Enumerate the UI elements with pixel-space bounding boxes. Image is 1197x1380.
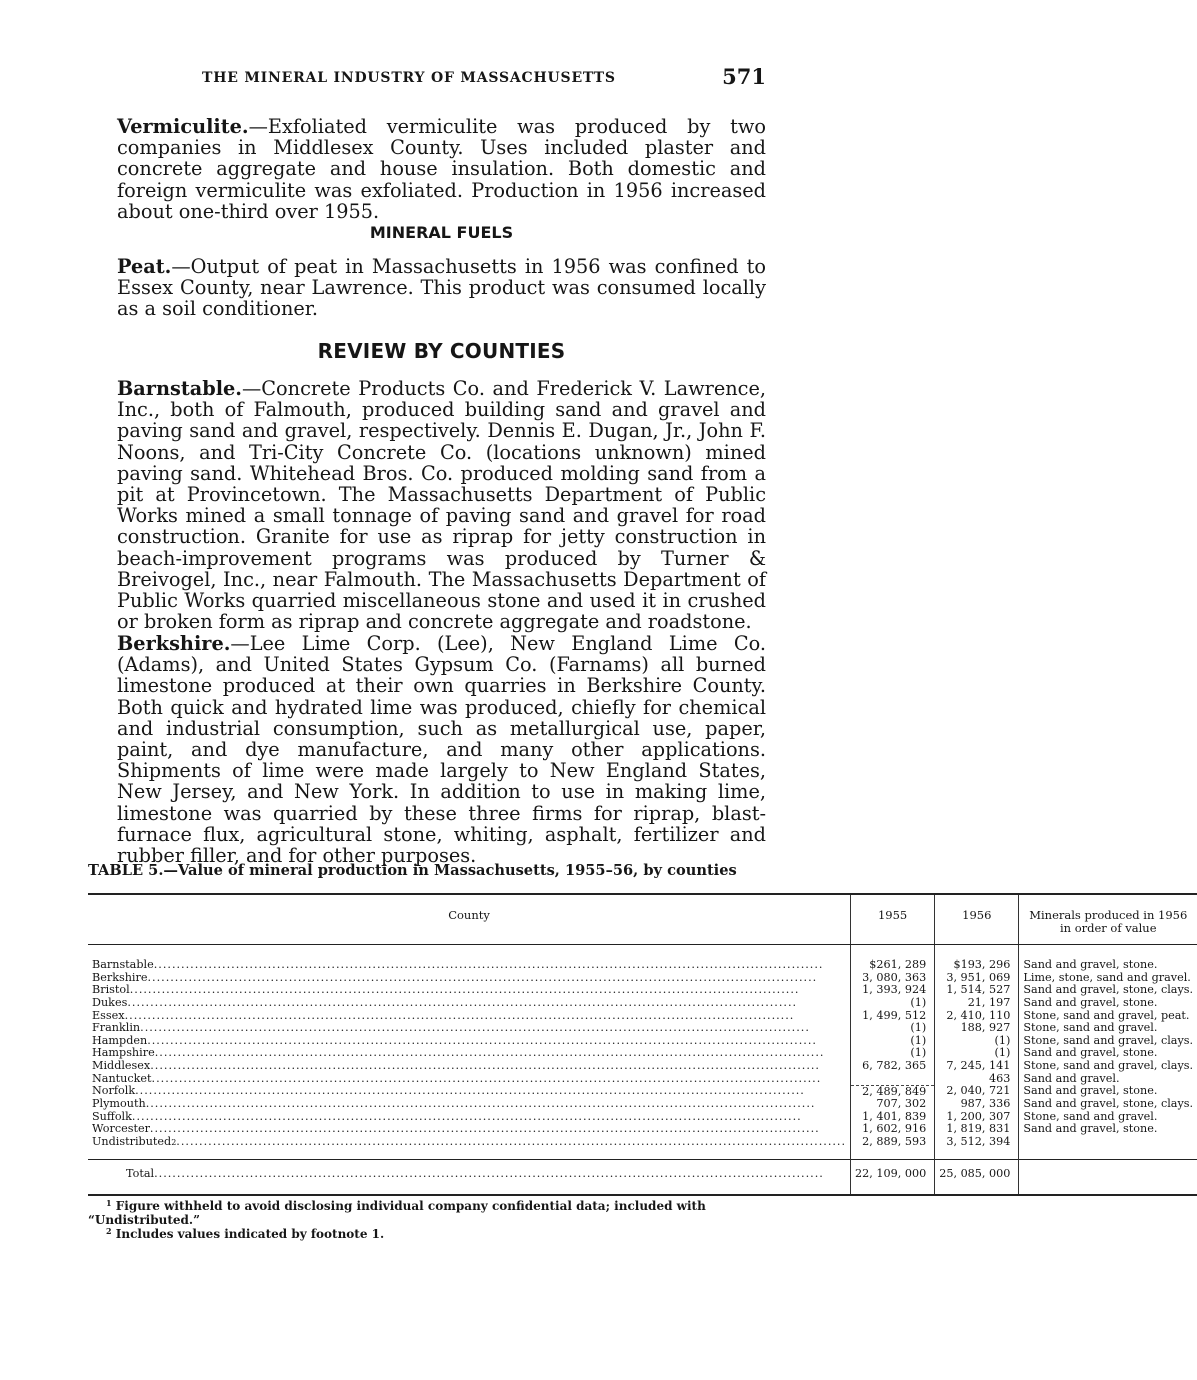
value-1956-cell: 1, 514, 527 [935, 984, 1019, 997]
value-1955-cell: 3, 080, 363 [851, 972, 935, 985]
county-cell [88, 997, 851, 1010]
minerals-cell: Stone, sand and gravel, clays. [1019, 1060, 1197, 1073]
column-header-1955: 1955 [851, 894, 935, 945]
value-1955-cell: 1, 393, 924 [851, 984, 935, 997]
dot-leader [176, 1136, 846, 1149]
minerals-cell: Stone, sand and gravel, peat. [1019, 1010, 1197, 1023]
table-caption: TABLE 5.—Value of mineral production in Massachusetts, 1955–56, by counties [88, 862, 737, 879]
paragraph-text: —Concrete Products Co. and Frederick V. Lawrence, Inc., both of Falmouth, produced building sand and gravel and paving sand and gravel, respectively. Dennis E. Dugan, Jr., John F. Noons, and Tri-City Concrete Co. (locations unknown) mined paving sand. Whitehead Bros. Co. produced molding sand from a pit at Provincetown. The Massachusetts Department of Public Works mined a small tonnage of paving sand and gravel for road construction. Granite for use as riprap for jetty construction in beach-improvement programs was produced by Turner & Breivogel, Inc., near Falmouth. The Massachusetts Department of Public Works quarried miscellaneous stone and used it in crushed or broken form as riprap and concrete aggregate and roadstone. [117, 377, 766, 634]
value-1955-cell: 2, 489, 849 [851, 1085, 935, 1098]
minerals-cell: Lime, stone, sand and gravel. [1019, 972, 1197, 985]
value-1955-cell: 1, 602, 916 [851, 1123, 935, 1136]
footnote-2 [88, 1227, 766, 1241]
county-name: Nantucket [92, 1071, 152, 1085]
table-row [88, 1098, 1197, 1111]
footnote-mark: 2 [106, 1226, 112, 1236]
county-name: Norfolk [92, 1084, 136, 1098]
value-1955-cell: 6, 782, 365 [851, 1060, 935, 1073]
paragraph-text: —Output of peat in Massachusetts in 1956 was confined to Essex County, near Lawrence. This product was consumed locally as a soil conditioner. [117, 255, 766, 321]
footnote-text: Includes values indicated by footnote 1. [115, 1227, 385, 1241]
total-label: Total [126, 1166, 155, 1180]
page-number: 571 [722, 64, 766, 89]
heading-mineral-fuels: MINERAL FUELS [369, 223, 514, 242]
county-name: Hampden [92, 1033, 148, 1047]
paragraph-lead: Vermiculite. [117, 115, 249, 138]
value-1956-cell: 1, 819, 831 [935, 1123, 1019, 1136]
paragraph-lead: Peat. [117, 255, 172, 278]
value-1956-cell: 1, 200, 307 [935, 1111, 1019, 1124]
dot-leader [146, 1098, 846, 1111]
value-1956-cell: 3, 512, 394 [935, 1136, 1019, 1159]
value-1956-cell: 7, 245, 141 [935, 1060, 1019, 1073]
value-1955-cell: (1) [851, 1035, 935, 1048]
minerals-cell: Stone, sand and gravel. [1019, 1111, 1197, 1124]
paragraph-lead: Berkshire. [117, 632, 231, 655]
table-row [88, 997, 1197, 1010]
dot-leader [154, 959, 846, 972]
dot-leader [150, 1060, 846, 1073]
column-header-1956: 1956 [935, 894, 1019, 945]
table-row [88, 945, 1197, 972]
column-header-minerals: Minerals produced in 1956 in order of value [1019, 894, 1197, 945]
minerals-cell [1019, 1159, 1197, 1195]
table-row [88, 1073, 1197, 1086]
value-1956-cell: (1) [935, 1035, 1019, 1048]
value-1956-cell: 2, 410, 110 [935, 1010, 1019, 1023]
running-header [118, 64, 766, 94]
minerals-cell: Stone, sand and gravel. [1019, 1022, 1197, 1035]
minerals-cell [1019, 1136, 1197, 1159]
minerals-cell: Sand and gravel, stone. [1019, 945, 1197, 972]
paragraph-text: —Lee Lime Corp. (Lee), New England Lime Co. (Adams), and United States Gypsum Co. (Farnams) all burned limestone produced at their own quarries in Berkshire County. Both quick and hydrated lime was produced, chiefly for chemical and industrial consumption, such as metallurgical use, paper, paint, and dye manufacture, and many other applications. Shipments of lime were made largely to New England States, New Jersey, and New York. In addition to use in making lime, limestone was quarried by these three firms for riprap, blast-furnace flux, agricultural stone, whiting, asphalt, fertilizer and rubber filler, and for other purposes. [117, 632, 766, 868]
column-header-county: County [88, 894, 851, 945]
minerals-cell: Sand and gravel, stone, clays. [1019, 1098, 1197, 1111]
paragraph-berkshire [117, 633, 766, 866]
value-1955-cell: 1, 401, 839 [851, 1111, 935, 1124]
minerals-cell: Sand and gravel, stone. [1019, 1047, 1197, 1060]
county-name: Dukes [92, 995, 128, 1009]
value-1955-cell: 707, 302 [851, 1098, 935, 1111]
value-1956-cell: 3, 951, 069 [935, 972, 1019, 985]
dot-leader [152, 1073, 847, 1086]
county-name: Plymouth [92, 1097, 146, 1111]
table-row [88, 1022, 1197, 1035]
county-name: Undistributed [92, 1135, 172, 1148]
paragraph-peat [117, 256, 766, 320]
county-name: Suffolk [92, 1109, 132, 1123]
county-name: Essex [92, 1008, 125, 1022]
value-1955-cell: 2, 889, 593 [851, 1136, 935, 1159]
county-cell [88, 1073, 851, 1086]
total-1956-cell: 25, 085, 000 [935, 1159, 1019, 1195]
total-1955-cell: 22, 109, 000 [851, 1159, 935, 1195]
running-title: THE MINERAL INDUSTRY OF MASSACHUSETTS [202, 70, 616, 86]
minerals-cell: Sand and gravel, stone, clays. [1019, 984, 1197, 997]
county-cell [88, 1098, 851, 1111]
table-body [88, 945, 1197, 1196]
data-table [88, 893, 1197, 1196]
county-cell [88, 945, 851, 972]
value-1955-cell: 1, 499, 512 [851, 1010, 935, 1023]
value-1956-cell: 987, 336 [935, 1098, 1019, 1111]
paragraph-lead: Barnstable. [117, 377, 243, 400]
minerals-cell: Sand and gravel, stone. [1019, 1123, 1197, 1136]
county-cell [88, 1159, 851, 1195]
county-name: Hampshire [92, 1046, 155, 1060]
paragraph-vermiculite [117, 116, 766, 222]
county-name: Franklin [92, 1021, 141, 1035]
minerals-cell: Sand and gravel. [1019, 1073, 1197, 1086]
county-cell: Undistributed 2 ..... [88, 1136, 851, 1159]
footnote-mark: 1 [106, 1198, 112, 1208]
value-1956-cell: (1) [935, 1047, 1019, 1060]
paragraph-barnstable [117, 378, 766, 632]
table-header-row [88, 894, 1197, 945]
minerals-cell: Sand and gravel, stone. [1019, 1085, 1197, 1098]
heading-review-by-counties: REVIEW BY COUNTIES [317, 339, 566, 363]
value-1955-cell: (1) [851, 997, 935, 1010]
value-1955-cell: (1) [851, 1022, 935, 1035]
county-cell [88, 1060, 851, 1073]
value-1956-cell: $193, 296 [935, 945, 1019, 972]
value-1956-cell: 188, 927 [935, 1022, 1019, 1035]
county-name: Bristol [92, 983, 130, 997]
dot-leader [140, 1022, 846, 1035]
minerals-cell: Stone, sand and gravel, clays. [1019, 1035, 1197, 1048]
value-1955-cell [851, 1073, 935, 1086]
county-name: Barnstable [92, 958, 154, 972]
value-1955-cell: $261, 289 [851, 945, 935, 972]
minerals-cell: Sand and gravel, stone. [1019, 997, 1197, 1010]
county-value-table [88, 893, 1194, 1196]
dot-leader [154, 1168, 846, 1181]
dot-leader [135, 1085, 846, 1098]
table-row [88, 1060, 1197, 1073]
dot-leader [127, 997, 846, 1010]
footnote-text: Figure withheld to avoid disclosing individual company confidential data; included with “Undistributed.” [88, 1199, 706, 1227]
value-1955-cell: (1) [851, 1047, 935, 1060]
county-cell [88, 1022, 851, 1035]
table-row [88, 1136, 1197, 1159]
value-1956-cell: 2, 040, 721 [935, 1085, 1019, 1098]
paragraph-text: —Exfoliated vermiculite was produced by two companies in Middlesex County. Uses included plaster and concrete aggregate and house insulation. Both domestic and foreign vermiculite was exfoliated. Production in 1956 increased about one-third over 1955. [117, 115, 766, 223]
value-1956-cell: 463 [935, 1073, 1019, 1086]
footnote-1 [88, 1199, 766, 1227]
county-name: Middlesex [92, 1058, 151, 1072]
table-total-row [88, 1159, 1197, 1195]
county-name: Worcester [92, 1122, 150, 1136]
county-name: Berkshire [92, 970, 148, 984]
footnotes [88, 1199, 766, 1241]
value-1956-cell: 21, 197 [935, 997, 1019, 1010]
